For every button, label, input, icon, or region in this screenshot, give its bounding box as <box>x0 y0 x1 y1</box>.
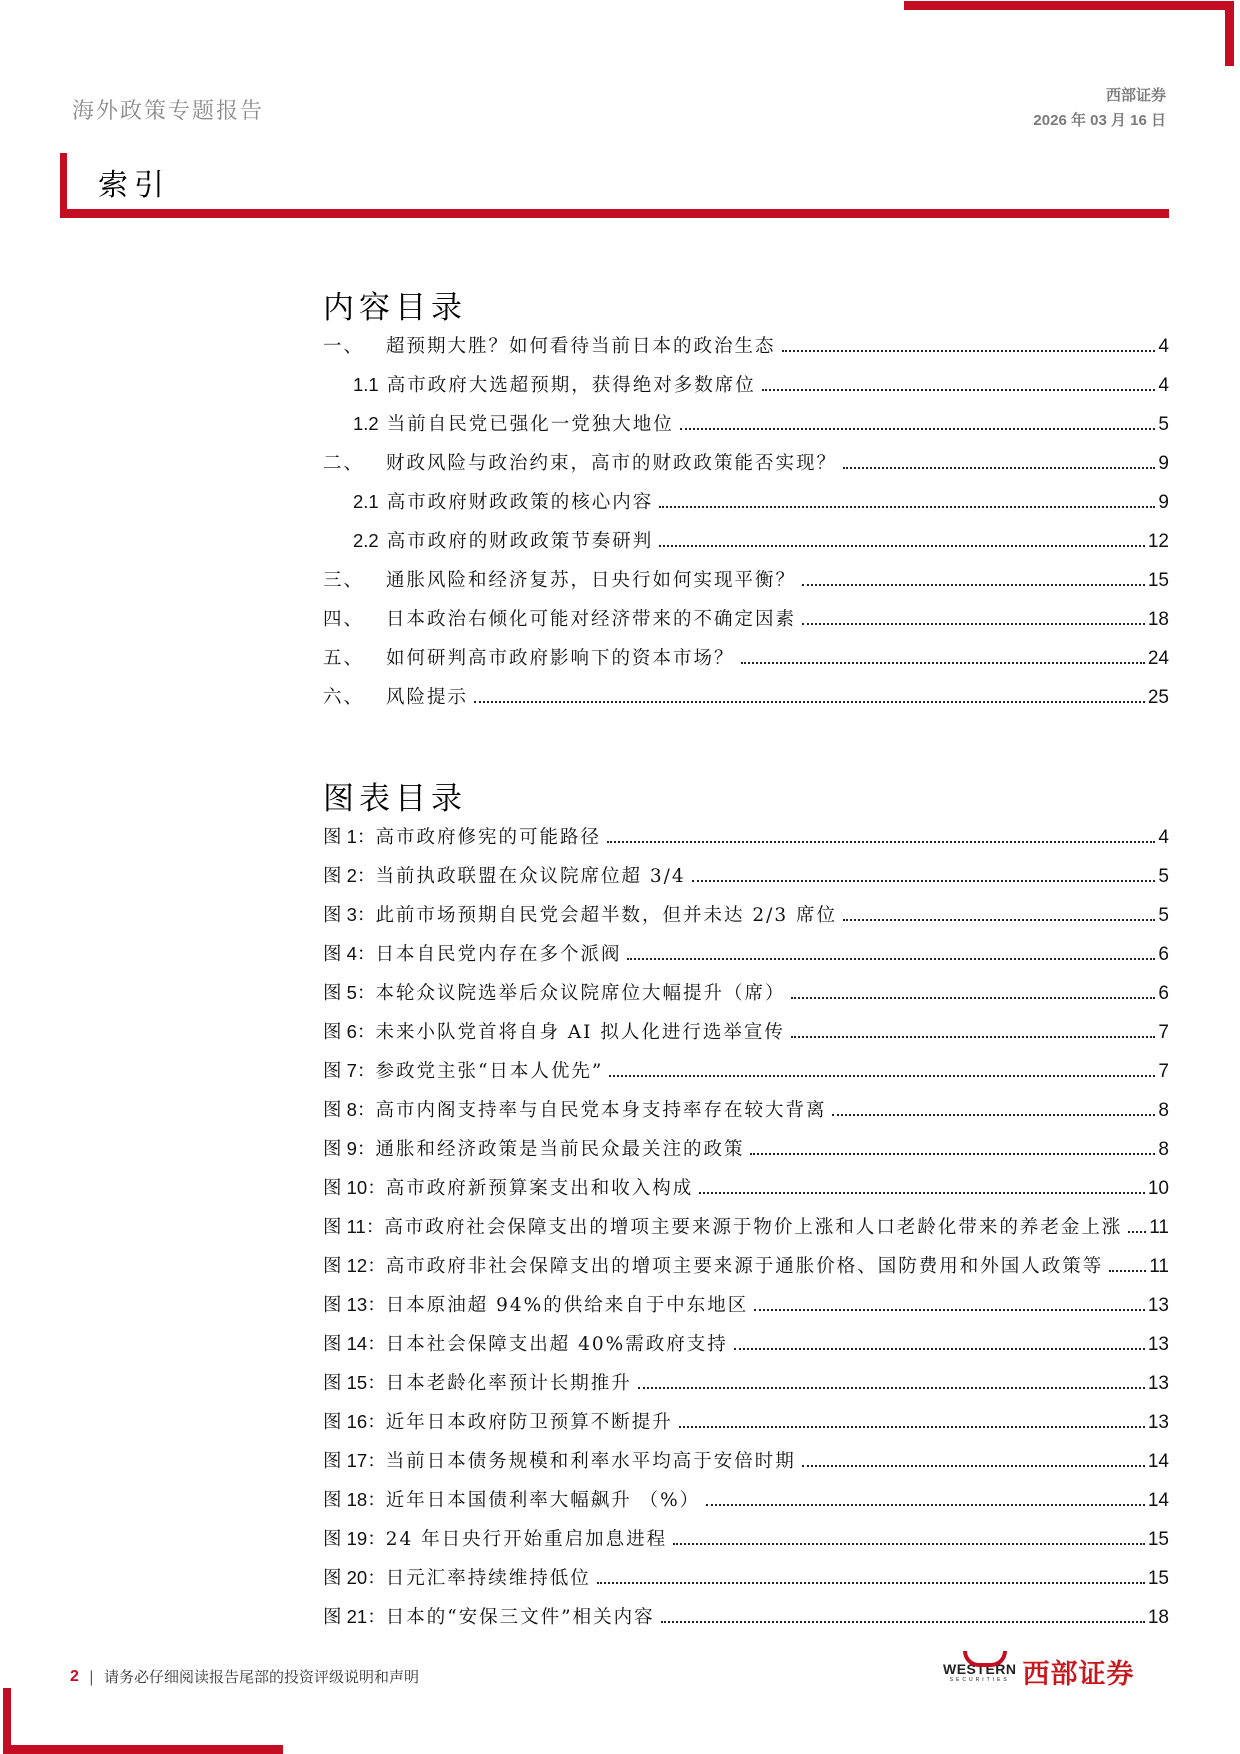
logo-cn-name: 西部证券 <box>1022 1659 1135 1690</box>
entry-number: 三、 <box>323 570 365 591</box>
entry-label: 日本政治右倾化可能对经济带来的不确定因素 <box>386 609 797 630</box>
entry-label: 当前日本债务规模和利率水平均高于安倍时期 <box>385 1451 796 1472</box>
dot-leader <box>706 1504 1145 1506</box>
dot-leader <box>1128 1231 1146 1233</box>
entry-page: 11 <box>1149 1217 1169 1238</box>
entry-title <box>323 1603 655 1629</box>
entry-number: 图 15： <box>323 1372 386 1393</box>
entry-number: 图 10： <box>323 1177 386 1198</box>
entry-page: 14 <box>1147 1451 1169 1472</box>
entry-label: 本轮众议院选举后众议院席位大幅提升（席） <box>375 983 786 1004</box>
entry-number: 图 17： <box>323 1450 386 1471</box>
entry-number: 图 14： <box>323 1333 386 1354</box>
entry-page: 11 <box>1149 1256 1169 1277</box>
header-meta <box>1033 84 1166 130</box>
entry-number: 1.1 <box>353 374 379 395</box>
entry-label: 高市政府新预算案支出和收入构成 <box>385 1178 694 1199</box>
toc-entry[interactable] <box>323 488 1169 527</box>
entry-label: 日本原油超 94%的供给来自于中东地区 <box>385 1295 749 1316</box>
entry-title <box>323 1330 728 1356</box>
figure-entry[interactable] <box>323 1252 1169 1291</box>
entry-title <box>323 1369 632 1395</box>
figure-entry[interactable] <box>323 1291 1169 1330</box>
dot-leader <box>750 1153 1155 1155</box>
entry-number: 四、 <box>323 609 365 630</box>
entry-title <box>323 449 837 475</box>
entry-number: 2.2 <box>353 530 379 551</box>
entry-label: 高市政府财政政策的核心内容 <box>386 492 654 513</box>
entry-number: 图 9： <box>323 1138 376 1159</box>
entry-page: 13 <box>1147 1373 1169 1394</box>
entry-label: 风险提示 <box>386 687 469 708</box>
dot-leader <box>741 662 1145 664</box>
section-bottom-bar <box>60 209 1169 218</box>
entry-number: 二、 <box>323 453 365 474</box>
entry-number: 图 19： <box>323 1528 386 1549</box>
entry-number: 图 2： <box>323 865 376 886</box>
entry-page: 13 <box>1147 1295 1169 1316</box>
entry-label: 高市政府大选超预期，获得绝对多数席位 <box>386 375 756 396</box>
entry-page: 15 <box>1147 1568 1169 1589</box>
entry-page: 8 <box>1158 1139 1169 1160</box>
entry-page: 7 <box>1158 1022 1169 1043</box>
entry-title <box>323 1018 785 1044</box>
logo-en-sub: SECURITIES <box>949 1676 1010 1683</box>
dot-leader <box>843 467 1155 469</box>
dot-leader <box>597 1582 1145 1584</box>
entry-label: 24 年日央行开始重启加息进程 <box>385 1529 668 1550</box>
entry-page: 12 <box>1147 531 1169 552</box>
entry-label: 日本老龄化率预计长期推升 <box>385 1373 632 1394</box>
dot-leader <box>754 1309 1145 1311</box>
entry-number: 图 1： <box>323 826 376 847</box>
dot-leader <box>832 1114 1155 1116</box>
entry-number: 图 7： <box>323 1060 376 1081</box>
figures-heading: 图表目录 <box>323 781 467 817</box>
entry-number: 图 4： <box>323 943 376 964</box>
figure-entry[interactable] <box>323 1369 1169 1408</box>
footer <box>70 1666 419 1687</box>
entry-number: 图 6： <box>323 1021 376 1042</box>
figure-entry[interactable] <box>323 1564 1169 1603</box>
figure-entry[interactable] <box>323 1447 1169 1486</box>
entry-page: 13 <box>1147 1412 1169 1433</box>
dot-leader <box>609 1075 1155 1077</box>
entry-label: 高市内阁支持率与自民党本身支持率存在较大背离 <box>375 1100 827 1121</box>
figure-entry[interactable] <box>323 940 1169 979</box>
entry-title <box>323 1174 693 1200</box>
entry-label: 通胀风险和经济复苏，日央行如何实现平衡？ <box>386 570 797 591</box>
entry-number: 图 11： <box>323 1216 385 1237</box>
entry-page: 7 <box>1158 1061 1169 1082</box>
entry-number: 图 12： <box>323 1255 386 1276</box>
toc-entry[interactable] <box>323 332 1169 371</box>
entry-page: 15 <box>1147 1529 1169 1550</box>
entry-title <box>353 527 653 553</box>
contents-toc <box>323 282 1169 722</box>
entry-label: 当前自民党已强化一党独大地位 <box>386 414 674 435</box>
company-name: 西部证券 <box>1105 86 1166 104</box>
toc-entry[interactable] <box>323 410 1169 449</box>
figure-entry[interactable] <box>323 1486 1169 1525</box>
figure-entry[interactable] <box>323 1408 1169 1447</box>
dot-leader <box>661 1621 1145 1623</box>
entry-number: 图 21： <box>323 1606 386 1627</box>
dot-leader <box>843 919 1155 921</box>
page-number: 2 <box>70 1667 79 1685</box>
entry-label: 如何研判高市政府影响下的资本市场？ <box>386 648 735 669</box>
footer-disclaimer: 请务必仔细阅读报告尾部的投资评级说明和声明 <box>103 1668 419 1686</box>
figure-entry[interactable] <box>323 1018 1169 1057</box>
entry-page: 4 <box>1158 827 1169 848</box>
toc-entry[interactable] <box>323 605 1169 644</box>
entry-label: 日本自民党内存在多个派阀 <box>375 944 622 965</box>
dot-leader <box>638 1387 1145 1389</box>
dot-leader <box>659 506 1155 508</box>
entry-title <box>323 1135 744 1161</box>
entry-label: 当前执政联盟在众议院席位超 3/4 <box>375 866 686 887</box>
entry-page: 14 <box>1147 1490 1169 1511</box>
entry-label: 日本的“安保三文件”相关内容 <box>385 1607 655 1628</box>
toc-entry[interactable] <box>323 683 1169 722</box>
entry-title <box>323 566 796 592</box>
entry-number: 图 5： <box>323 982 376 1003</box>
entry-title <box>323 1252 1103 1278</box>
report-type: 海外政策专题报告 <box>72 99 265 124</box>
figure-entry[interactable] <box>323 979 1169 1018</box>
toc-entry[interactable] <box>323 527 1169 566</box>
entry-title <box>323 940 621 966</box>
dot-leader <box>734 1348 1145 1350</box>
entry-label: 通胀和经济政策是当前民众最关注的政策 <box>375 1139 745 1160</box>
entry-title <box>353 488 653 514</box>
toc-entry[interactable] <box>323 566 1169 605</box>
logo-english <box>943 1661 1017 1683</box>
entry-label: 参政党主张“日本人优先” <box>375 1061 604 1082</box>
entry-title <box>323 1213 1122 1239</box>
entry-page: 5 <box>1158 905 1169 926</box>
figure-entry[interactable] <box>323 901 1169 940</box>
dot-leader <box>782 350 1156 352</box>
entry-page: 18 <box>1147 1607 1169 1628</box>
entry-label: 财政风险与政治约束，高市的财政政策能否实现？ <box>386 453 838 474</box>
bottom-left-bar <box>3 1745 283 1754</box>
dot-leader <box>802 623 1145 625</box>
entry-page: 5 <box>1158 414 1169 435</box>
entry-number: 1.2 <box>353 413 379 434</box>
entry-number: 2.1 <box>353 491 379 512</box>
dot-leader <box>802 1465 1145 1467</box>
entry-label: 近年日本政府防卫预算不断提升 <box>385 1412 673 1433</box>
entry-label: 日元汇率持续维持低位 <box>385 1568 591 1589</box>
figure-entry[interactable] <box>323 862 1169 901</box>
entry-title <box>353 410 674 436</box>
dot-leader <box>1109 1270 1146 1272</box>
figure-entry[interactable] <box>323 1213 1169 1252</box>
entry-number: 图 13： <box>323 1294 386 1315</box>
dot-leader <box>679 1426 1145 1428</box>
figure-entry[interactable] <box>323 1057 1169 1096</box>
entry-page: 18 <box>1147 609 1169 630</box>
entry-page: 5 <box>1158 866 1169 887</box>
contents-heading: 内容目录 <box>323 290 467 326</box>
dot-leader <box>791 1036 1156 1038</box>
dot-leader <box>762 389 1156 391</box>
entry-number: 六、 <box>323 687 365 708</box>
entry-number: 图 3： <box>323 904 376 925</box>
figures-toc <box>323 773 1169 1642</box>
entry-number: 图 20： <box>323 1567 386 1588</box>
entry-label: 近年日本国债利率大幅飙升 （%） <box>385 1490 701 1511</box>
footer-separator: | <box>88 1667 94 1686</box>
entry-number: 图 16： <box>323 1411 386 1432</box>
entry-number: 五、 <box>323 648 365 669</box>
entry-title <box>323 605 796 631</box>
entry-page: 25 <box>1147 687 1169 708</box>
top-right-bar <box>904 1 1234 10</box>
entry-title <box>323 1096 826 1122</box>
entry-title <box>323 332 776 358</box>
entry-label: 日本社会保障支出超 40%需政府支持 <box>385 1334 728 1355</box>
dot-leader <box>802 584 1145 586</box>
dot-leader <box>474 701 1145 703</box>
dot-leader <box>692 880 1156 882</box>
entry-title <box>323 901 837 927</box>
entry-title <box>323 1057 603 1083</box>
entry-title <box>323 1486 700 1512</box>
entry-title <box>323 862 686 888</box>
figure-entry[interactable] <box>323 1135 1169 1174</box>
entry-title <box>323 1525 667 1551</box>
entry-page: 4 <box>1158 336 1169 357</box>
entry-label: 高市政府修宪的可能路径 <box>375 827 601 848</box>
entry-title <box>323 644 735 670</box>
figure-entry[interactable] <box>323 1096 1169 1135</box>
entry-page: 24 <box>1147 648 1169 669</box>
entry-page: 9 <box>1158 453 1169 474</box>
figure-entry[interactable] <box>323 1174 1169 1213</box>
entry-title <box>323 823 601 849</box>
entry-label: 此前市场预期自民党会超半数，但并未达 2/3 席位 <box>375 905 837 926</box>
entry-title <box>323 979 785 1005</box>
dot-leader <box>673 1543 1145 1545</box>
entry-title <box>353 371 756 397</box>
dot-leader <box>791 997 1155 999</box>
figure-entry[interactable] <box>323 1603 1169 1642</box>
entry-label: 未来小队党首将自身 AI 拟人化进行选举宣传 <box>375 1022 785 1043</box>
figure-entry[interactable] <box>323 1330 1169 1369</box>
entry-number: 图 8： <box>323 1099 376 1120</box>
entry-number: 一、 <box>323 336 365 357</box>
entry-page: 15 <box>1147 570 1169 591</box>
toc-entry[interactable] <box>323 449 1169 488</box>
dot-leader <box>627 958 1155 960</box>
entry-title <box>323 1447 796 1473</box>
entry-page: 13 <box>1147 1334 1169 1355</box>
entry-title <box>323 1291 748 1317</box>
dot-leader <box>659 545 1145 547</box>
entry-label: 高市政府社会保障支出的增项主要来源于物价上涨和人口老龄化带来的养老金上涨 <box>384 1217 1123 1238</box>
entry-page: 8 <box>1158 1100 1169 1121</box>
entry-title <box>323 683 468 709</box>
toc-entry[interactable] <box>323 644 1169 683</box>
figure-entry[interactable] <box>323 1525 1169 1564</box>
dot-leader <box>680 428 1156 430</box>
top-right-vertical-bar <box>1225 1 1234 66</box>
section-title: 索引 <box>98 168 170 203</box>
entry-page: 10 <box>1147 1178 1169 1199</box>
entry-title <box>323 1564 591 1590</box>
entry-page: 9 <box>1158 492 1169 513</box>
logo-en-name: WESTERN <box>943 1660 1017 1677</box>
report-date: 2026 年 03 月 16 日 <box>1033 112 1166 129</box>
entry-title <box>323 1408 673 1434</box>
company-logo <box>943 1652 1135 1691</box>
entry-label: 高市政府非社会保障支出的增项主要来源于通胀价格、国防费用和外国人政策等 <box>385 1256 1104 1277</box>
entry-label: 高市政府的财政政策节奏研判 <box>386 531 654 552</box>
entry-page: 4 <box>1158 375 1169 396</box>
dot-leader <box>607 841 1155 843</box>
entry-number: 图 18： <box>323 1489 386 1510</box>
figure-entry[interactable] <box>323 823 1169 862</box>
dot-leader <box>699 1192 1145 1194</box>
entry-label: 超预期大胜？如何看待当前日本的政治生态 <box>386 336 776 357</box>
entry-page: 6 <box>1158 983 1169 1004</box>
entry-page: 6 <box>1158 944 1169 965</box>
toc-entry[interactable] <box>323 371 1169 410</box>
